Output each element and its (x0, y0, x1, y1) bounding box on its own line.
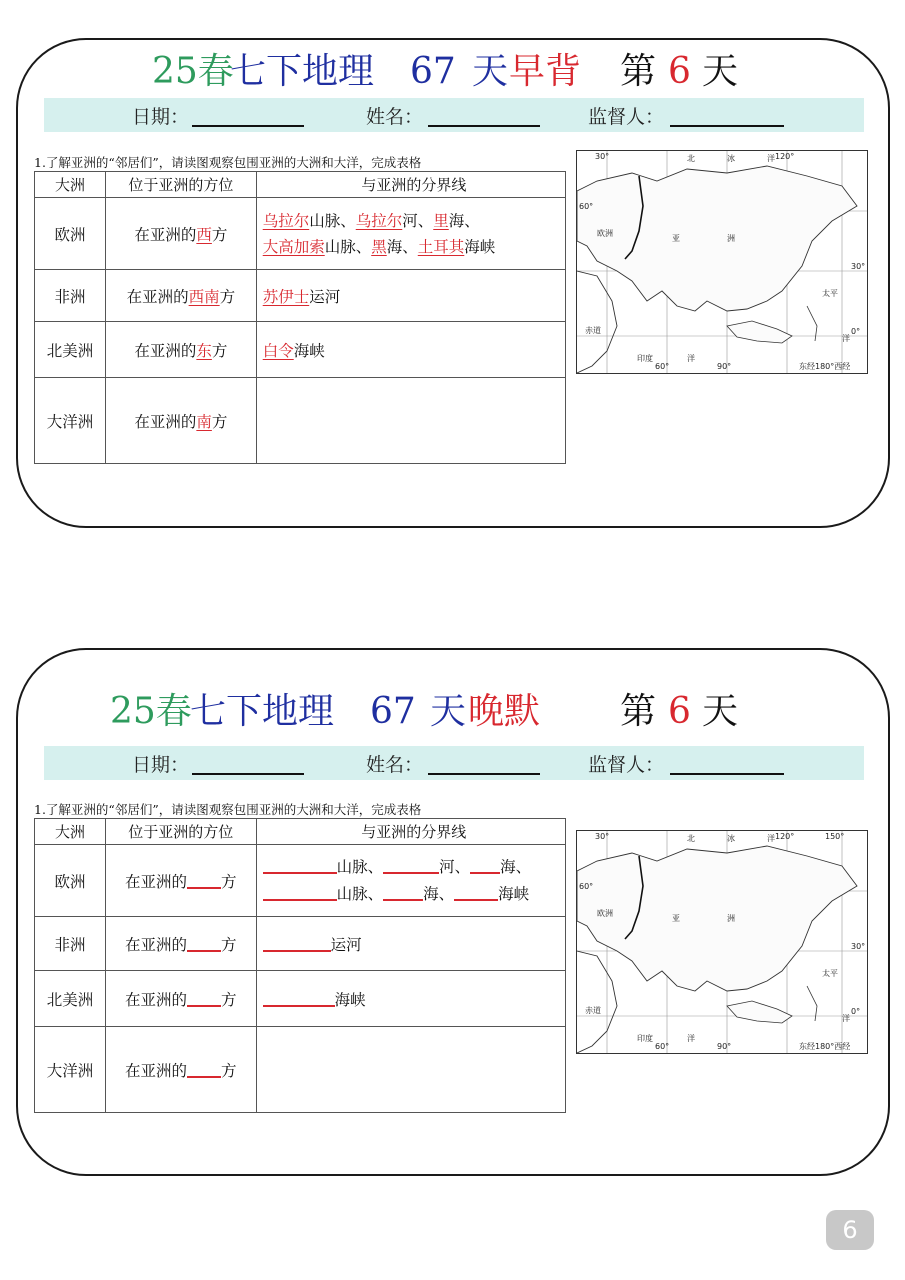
date-label: 日期： (132, 754, 190, 776)
info-bar (44, 98, 864, 132)
map-label-bing: 冰 (727, 154, 735, 163)
info-bar (44, 746, 864, 780)
continent-cell: 非洲 (35, 270, 106, 322)
name-field[interactable] (428, 773, 540, 775)
asia-map (576, 830, 868, 1054)
header-continent: 大洲 (35, 819, 106, 845)
continent-cell: 欧洲 (35, 198, 106, 270)
title-number: 67 (370, 691, 416, 732)
map-label-equator: 赤道 (585, 1006, 601, 1015)
answer-blank[interactable] (187, 873, 221, 889)
answer-blank[interactable] (187, 936, 221, 952)
answer-blank[interactable] (263, 936, 331, 952)
boundary-cell (256, 198, 565, 270)
map-label-europe: 欧洲 (597, 229, 613, 238)
supervisor-field[interactable] (670, 773, 784, 775)
map-label-europe: 欧洲 (597, 909, 613, 918)
card-title (18, 46, 888, 98)
table-row (35, 971, 566, 1027)
map-lon-label: 90° (717, 1042, 732, 1051)
map-label-dateline: 东经180°西经 (799, 362, 851, 371)
header-boundary: 与亚洲的分界线 (256, 819, 565, 845)
boundary-cell: 白令海峡 (256, 322, 565, 378)
answer-direction: 西南 (188, 287, 220, 306)
title-tian: 天 (702, 691, 739, 732)
boundary-line-2: 山脉、 海、 海峡 (263, 881, 565, 908)
answer-direction: 东 (196, 341, 212, 360)
title-mode: 晚默 (468, 691, 541, 732)
boundary-line-1: 山脉、 河、 海、 (263, 854, 565, 881)
title-tian: 天 (702, 51, 739, 92)
title-mode: 早背 (509, 51, 582, 92)
map-lat-label: 30° (851, 262, 866, 271)
name-label: 姓名： (366, 754, 424, 776)
table-header-row (35, 172, 566, 198)
evening-card (16, 648, 890, 1176)
name-field[interactable] (428, 125, 540, 127)
answer-direction: 西 (196, 225, 212, 244)
table-row (35, 1027, 566, 1113)
map-label-yang: 洋 (767, 834, 775, 843)
title-subject: 七下地理 (230, 51, 375, 92)
title-day: 天 (472, 51, 509, 92)
map-lon-label: 120° (775, 832, 795, 841)
supervisor-field[interactable] (670, 125, 784, 127)
table-row (35, 917, 566, 971)
answer-blank[interactable] (263, 885, 337, 901)
map-label-indian-2: 洋 (687, 354, 695, 363)
map-label-yang: 洋 (767, 154, 775, 163)
answer-blank[interactable] (263, 991, 335, 1007)
title-di: 第 (620, 691, 657, 732)
supervisor-label: 监督人： (588, 106, 665, 128)
answer-blank[interactable] (454, 885, 498, 901)
asia-map (576, 150, 868, 374)
map-lat-label: 0° (851, 1007, 861, 1016)
morning-card (16, 38, 890, 528)
position-cell: 在亚洲的西方 (106, 198, 257, 270)
map-label-indian-1: 印度 (637, 354, 653, 363)
map-label-asia-1: 亚 (672, 234, 680, 243)
header-continent: 大洲 (35, 172, 106, 198)
boundary-cell: 海峡 (256, 971, 565, 1027)
answer-blank[interactable] (470, 858, 500, 874)
answer-direction: 南 (196, 412, 212, 431)
title-day-number: 6 (668, 51, 691, 92)
answer-blank[interactable] (187, 991, 221, 1007)
continent-cell: 大洋洲 (35, 1027, 106, 1113)
date-field[interactable] (192, 773, 304, 775)
boundary-cell: 苏伊士运河 (256, 270, 565, 322)
page-number-badge: 6 (826, 1210, 874, 1250)
map-lat-label: 0° (851, 327, 861, 336)
map-label-indian-1: 印度 (637, 1034, 653, 1043)
header-boundary: 与亚洲的分界线 (256, 172, 565, 198)
map-label-bei: 北 (687, 154, 695, 163)
instruction-text: 1.了解亚洲的“邻居们”，请读图观察包围亚洲的大洲和大洋，完成表格 (34, 155, 422, 170)
map-lat-label: 60° (579, 202, 594, 211)
boundary-line-1: 乌拉尔山脉、乌拉尔河、里海、 (262, 211, 480, 230)
map-lon-label: 60° (655, 362, 670, 371)
title-prefix: 25春 (110, 691, 192, 732)
map-label-pacific-2: 洋 (842, 334, 850, 343)
title-day: 天 (430, 691, 467, 732)
continent-cell: 欧洲 (35, 845, 106, 917)
title-day-number: 6 (668, 691, 691, 732)
answer-blank[interactable] (383, 858, 439, 874)
map-label-bing: 冰 (727, 834, 735, 843)
title-prefix: 25春 (152, 51, 234, 92)
answer-blank[interactable] (187, 1062, 221, 1078)
position-cell: 在亚洲的西南方 (106, 270, 257, 322)
map-lat-label: 30° (851, 942, 866, 951)
answer-blank[interactable] (263, 858, 337, 874)
title-di: 第 (620, 51, 657, 92)
table-row (35, 322, 566, 378)
instruction-text: 1.了解亚洲的“邻居们”，请读图观察包围亚洲的大洲和大洋，完成表格 (34, 802, 422, 817)
table-header-row (35, 819, 566, 845)
continent-cell: 大洋洲 (35, 378, 106, 464)
position-cell: 在亚洲的南方 (106, 378, 257, 464)
map-lat-label: 60° (579, 882, 594, 891)
map-label-asia-1: 亚 (672, 914, 680, 923)
map-lon-label: 30° (595, 832, 610, 841)
title-subject: 七下地理 (190, 691, 335, 732)
map-label-asia-2: 洲 (727, 234, 735, 243)
map-lon-label: 120° (775, 152, 795, 161)
name-label: 姓名： (366, 106, 424, 128)
supervisor-label: 监督人： (588, 754, 665, 776)
asia-map-svg (577, 151, 867, 373)
position-cell: 在亚洲的 方 (105, 845, 256, 917)
map-lon-label: 30° (595, 152, 610, 161)
table-row (35, 198, 566, 270)
table-row (35, 270, 566, 322)
boundary-cell: 运河 (256, 917, 565, 971)
continent-table (34, 818, 566, 1113)
date-label: 日期： (132, 106, 190, 128)
table-row (35, 378, 566, 464)
table-row (35, 845, 566, 917)
boundary-cell (256, 845, 565, 917)
map-label-pacific-2: 洋 (842, 1014, 850, 1023)
map-label-pacific-1: 太平 (822, 289, 838, 298)
position-cell: 在亚洲的 方 (105, 971, 256, 1027)
header-position: 位于亚洲的方位 (106, 172, 257, 198)
position-cell: 在亚洲的 方 (105, 1027, 256, 1113)
map-label-equator: 赤道 (585, 326, 601, 335)
position-cell: 在亚洲的东方 (106, 322, 257, 378)
asia-map-svg (577, 831, 867, 1053)
continent-cell: 北美洲 (35, 971, 106, 1027)
date-field[interactable] (192, 125, 304, 127)
continent-cell: 北美洲 (35, 322, 106, 378)
card-title (18, 686, 888, 738)
map-lon-label: 90° (717, 362, 732, 371)
map-label-pacific-1: 太平 (822, 969, 838, 978)
map-lon-label: 60° (655, 1042, 670, 1051)
map-label-dateline: 东经180°西经 (799, 1042, 851, 1051)
continent-table (34, 171, 566, 464)
map-label-indian-2: 洋 (687, 1034, 695, 1043)
header-position: 位于亚洲的方位 (105, 819, 256, 845)
boundary-cell (256, 378, 565, 464)
title-number: 67 (410, 51, 456, 92)
map-label-bei: 北 (687, 834, 695, 843)
boundary-line-2: 大高加索山脉、黑海、土耳其海峡 (262, 237, 496, 256)
map-lon-label: 150° (825, 832, 845, 841)
continent-cell: 非洲 (35, 917, 106, 971)
map-label-asia-2: 洲 (727, 914, 735, 923)
boundary-cell (256, 1027, 565, 1113)
position-cell: 在亚洲的 方 (105, 917, 256, 971)
answer-blank[interactable] (383, 885, 423, 901)
